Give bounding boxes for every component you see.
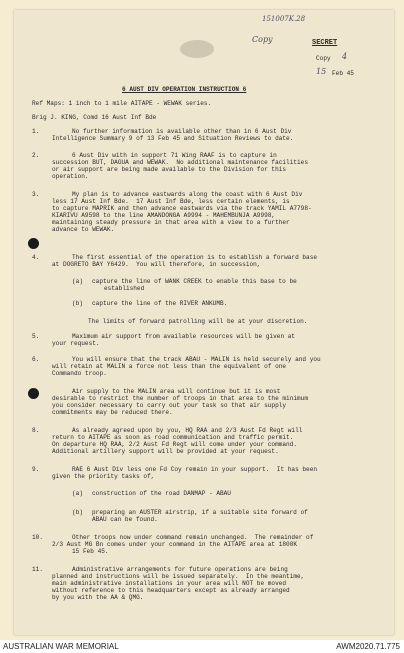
- paragraph-number: 7.: [32, 388, 40, 395]
- paragraph-line: As already agreed upon by you, HQ RAA and 2/3 Aust Fd Regt will: [72, 427, 303, 434]
- paragraph-line: will retain at MALIN a force not less than the equivalent of one: [52, 363, 287, 370]
- subitem-label: (a): [72, 490, 83, 497]
- subitem-label: (b): [72, 509, 83, 516]
- document-title: 6 AUST DIV OPERATION INSTRUCTION 6: [122, 86, 247, 93]
- paragraph-line: to capture MAPRIK and then advance eastwards via the track YAMIL A7798-: [52, 205, 312, 212]
- paragraph-line: your request.: [52, 340, 100, 347]
- handwritten-note: Copy: [252, 35, 273, 44]
- paragraph-line: Administrative arrangements for future operations are being: [72, 566, 288, 573]
- paragraph-line: My plan is to advance eastwards along the coast with 6 Aust Div: [72, 191, 303, 198]
- subitem-label: (b): [72, 300, 83, 307]
- footer-institution: AUSTRALIAN WAR MEMORIAL: [3, 642, 119, 651]
- subitem-label: (a): [72, 278, 83, 285]
- paragraph-number: 4.: [32, 254, 40, 261]
- paragraph-line: less 17 Aust Inf Bde. 17 Aust Inf Bde, less certain elements, is: [52, 198, 290, 205]
- paragraph-line: 2/3 Aust MG Bn comes under your command in the AITAPE area at 1800K: [52, 541, 298, 548]
- paragraph-line: at DOGRETO BAY Y6429. You will therefore, in succession,: [52, 261, 261, 268]
- copy-number: 4: [342, 52, 348, 61]
- paragraph-number: 6.: [32, 356, 40, 363]
- paragraph-line: without reference to this headquarters except as already arranged: [52, 587, 290, 594]
- paragraph-number: 11.: [32, 566, 43, 573]
- paragraph-line: On departure HQ RAA, 2/2 Aust Fd Regt will come under your command.: [52, 441, 298, 448]
- paragraph-line: Intelligence Summary 9 of 13 Feb 45 and Situation Reviews to date.: [52, 135, 294, 142]
- addressee: Brig J. KING, Comd 16 Aust Inf Bde: [32, 114, 157, 121]
- punch-hole: [28, 238, 39, 249]
- subitem-line: construction of the road DANMAP - ABAU: [92, 490, 231, 497]
- paragraph-line: 15 Feb 45.: [72, 548, 109, 555]
- subitem-line: preparing an AUSTER airstrip, if a suitable site forward of: [92, 509, 308, 516]
- reference-maps: Ref Maps: 1 inch to 1 mile AITAPE - WEWAK series.: [32, 100, 212, 107]
- paragraph-line: RAE 6 Aust Div less one Fd Coy remain in your support. It has been: [72, 466, 318, 473]
- paragraph-line: Air supply to the MALIN area will continue but it is most: [72, 388, 281, 395]
- paragraph-line: operation.: [52, 173, 89, 180]
- paragraph-number: 2.: [32, 152, 40, 159]
- paragraph-closing: The limits of forward patrolling will be at your discretion.: [88, 318, 308, 325]
- paragraph-line: return to AITAPE as soon as road communication and traffic permit.: [52, 434, 294, 441]
- paragraph-number: 3.: [32, 191, 40, 198]
- subitem-line: established: [104, 285, 145, 292]
- date-day: 15: [316, 67, 327, 76]
- paragraph-number: 8.: [32, 427, 40, 434]
- paragraph-line: main administrative installations in your area will NOT be moved: [52, 580, 287, 587]
- paragraph-line: Additional artillery support will be provided at your request.: [52, 448, 279, 455]
- paragraph-line: commitments may be reduced there.: [52, 409, 173, 416]
- paragraph-line: you consider necessary to carry out your task so that air supply: [52, 402, 287, 409]
- paragraph-line: No further information is available other than in 6 Aust Div: [72, 128, 292, 135]
- paragraph-number: 1.: [32, 128, 40, 135]
- faded-stamp: [180, 40, 214, 58]
- paragraph-line: by you with the AA & QMG.: [52, 594, 144, 601]
- paragraph-line: Other troops now under command remain unchanged. The remainder of: [72, 534, 314, 541]
- paragraph-line: You will ensure that the track ABAU - MALIN is held securely and you: [72, 356, 321, 363]
- footer-accession-number: AWM2020.71.775: [336, 642, 400, 651]
- paragraph-line: maintaining steady pressure in that area with a view to a further: [52, 219, 290, 226]
- paragraph-line: KIARIVU A9598 to the line AMANDONGA A9994 - MAHEMBUNJA A9998,: [52, 212, 276, 219]
- paragraph-number: 9.: [32, 466, 40, 473]
- footer-bar: [0, 640, 404, 653]
- paragraph-line: The first essential of the operation is to establish a forward base: [72, 254, 318, 261]
- paragraph-line: Commando troop.: [52, 370, 107, 377]
- date-rest: Feb 45: [332, 70, 354, 77]
- paragraph-line: or air support are being made available to the Division for this: [52, 166, 287, 173]
- subitem-line: capture the line of the RIVER ANKUMB.: [92, 300, 228, 307]
- subitem-line: capture the line of WANK CREEK to enable this base to be: [92, 278, 297, 285]
- classification-label: SECRET: [312, 39, 338, 47]
- paragraph-number: 10.: [32, 534, 43, 541]
- paragraph-line: given the priority tasks of,: [52, 473, 155, 480]
- paragraph-line: advance to WEWAK.: [52, 226, 115, 233]
- paragraph-line: desirable to restrict the number of troops in that area to the minimum: [52, 395, 308, 402]
- paragraph-line: 6 Aust Div with in support 71 Wing RAAF is to capture in: [72, 152, 277, 159]
- subitem-line: ABAU can be found.: [92, 516, 158, 523]
- paragraph-line: succession BUT, DAGUA and WEWAK. No additional maintenance facilities: [52, 159, 308, 166]
- copy-label: Copy: [316, 55, 331, 62]
- reference-number: 151007K.28: [262, 15, 306, 23]
- paragraph-number: 5.: [32, 333, 40, 340]
- paragraph-line: Maximum air support from available resources will be given at: [72, 333, 296, 340]
- paragraph-line: planned and instructions will be issued separately. In the meantime,: [52, 573, 305, 580]
